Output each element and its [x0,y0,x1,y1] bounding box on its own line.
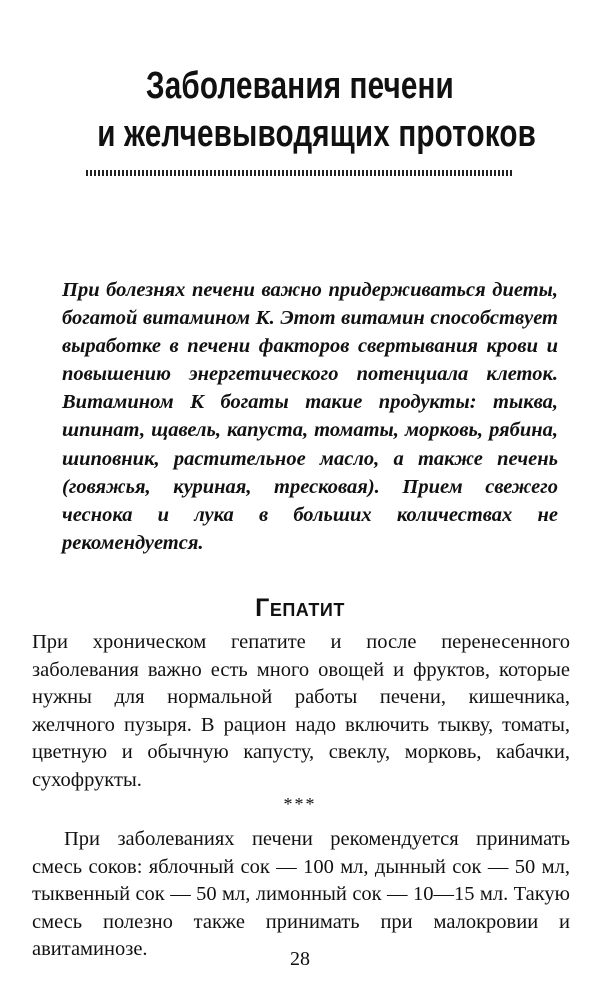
section-separator: *** [283,794,317,814]
section-paragraph-2: При заболеваниях печени рекомендуется принимать смесь соков: яблочный сок — 100 мл, дынный сок — 50 мл, тыквенный сок — 50 мл, лимонный сок — 10—15 мл. Такую смесь полезно также принимать при малокровии и авитаминозе. [32,828,570,961]
page-number: 28 [290,948,310,970]
section-heading: Гепатит [255,594,345,622]
chapter-title-line-2: и желчевыводящих протоков [97,113,536,155]
chapter-title [97,62,536,158]
chapter-title-line-1: Заболевания печени [146,65,454,107]
section-paragraph-1: При хроническом гепатите и после перенесенного заболевания важно есть много овощей и фруктов, которые нужны для нормальной работы печени, кишечника, желчного пузыря. В рацион надо включить тыкву, томаты, цветную и обычную капусту, свеклу, морковь, кабачки, сухофрукты. [32,631,570,791]
title-divider [86,170,514,176]
intro-paragraph: При болезнях печени важно придерживаться диеты, богатой витамином К. Этот витамин способствует выработке в печени факторов свертывания крови и повышению энергетического потенциала клеток. Витамином К богаты такие продукты: тыква, шпинат, щавель, капуста, томаты, морковь, рябина, шиповник, растительное масло, а также печень (говяжья, куриная, тресковая). Прием свежего чеснока и лука в больших количествах не рекомендуется. [62,279,558,554]
